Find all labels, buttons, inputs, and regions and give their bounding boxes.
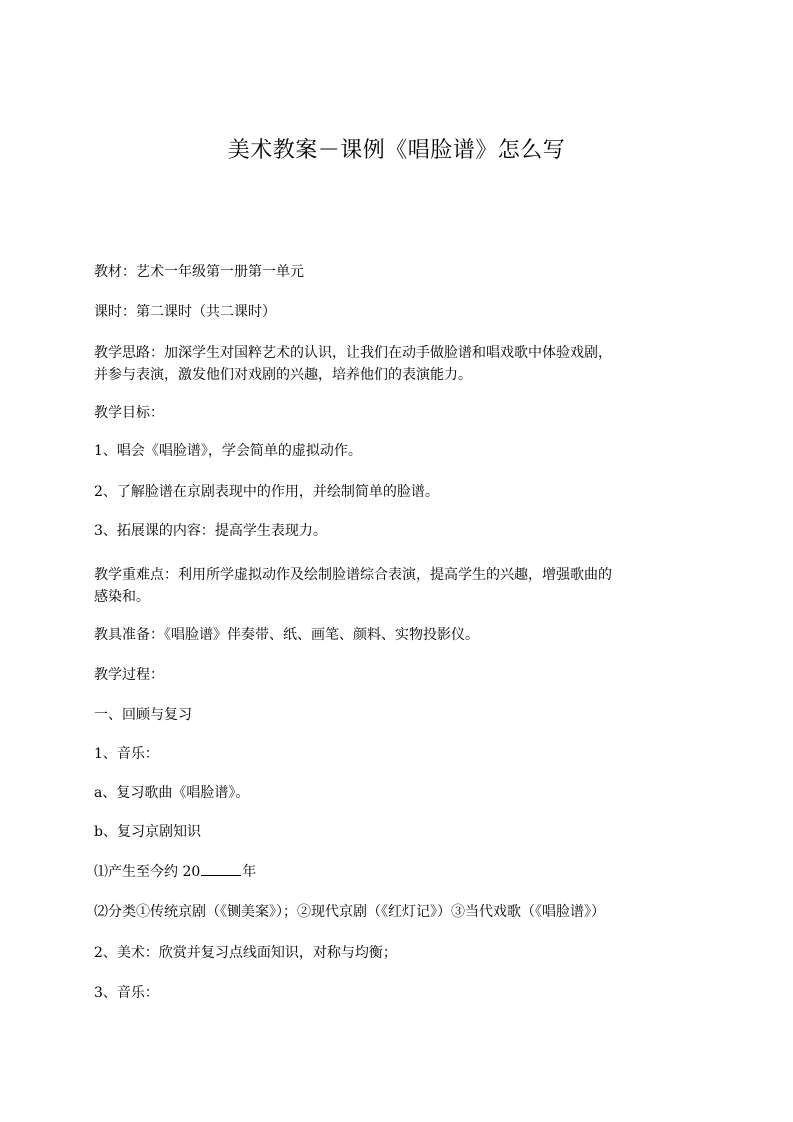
teaching-aids-line: 教具准备：《唱脸谱》伴奏带、纸、画笔、颜料、实物投影仪。 — [94, 627, 479, 643]
classification-line: ⑵分类①传统京剧（《铡美案》）；②现代京剧（《红灯记》）③当代戏歌（《唱脸谱》） — [94, 904, 605, 920]
goal-item-1: 1、唱会《唱脸谱》，学会简单的虚拟动作。 — [94, 443, 362, 459]
process-heading: 教学过程： — [94, 667, 164, 683]
history-line-suffix: 年 — [242, 864, 257, 880]
key-points-line-2: 感染和。 — [94, 589, 150, 605]
music-item: 1、音乐： — [94, 746, 159, 762]
teaching-idea-line-1: 教学思路：加深学生对国粹艺术的认识，让我们在动手做脸谱和唱戏歌中体验戏剧， — [94, 345, 612, 361]
history-line — [94, 861, 704, 883]
goals-heading: 教学目标： — [94, 405, 164, 421]
key-points-line-1: 教学重难点：利用所学虚拟动作及绘制脸谱综合表演，提高学生的兴趣，增强歌曲的 — [94, 567, 612, 583]
fill-in-blank — [201, 861, 241, 876]
section-review-heading: 一、回顾与复习 — [94, 707, 192, 723]
music-item-3: 3、音乐： — [94, 985, 159, 1001]
history-line-prefix: ⑴产生至今约 20 — [94, 864, 201, 880]
material-line: 教材：艺术一年级第一册第一单元 — [94, 264, 304, 280]
teaching-idea-line-2: 并参与表演，激发他们对戏剧的兴趣，培养他们的表演能力。 — [94, 367, 472, 383]
goal-item-3: 3、拓展课的内容：提高学生表现力。 — [94, 523, 327, 539]
goal-item-2: 2、了解脸谱在京剧表现中的作用，并绘制简单的脸谱。 — [94, 484, 439, 500]
art-item: 2、美术：欣赏并复习点线面知识，对称与均衡； — [94, 945, 397, 961]
document-title: 美术教案－课例《唱脸谱》怎么写 — [227, 138, 566, 163]
review-song-item: a、复习歌曲《唱脸谱》。 — [94, 785, 250, 801]
review-opera-item: b、复习京剧知识 — [94, 824, 201, 840]
period-line: 课时：第二课时（共二课时） — [94, 304, 276, 320]
